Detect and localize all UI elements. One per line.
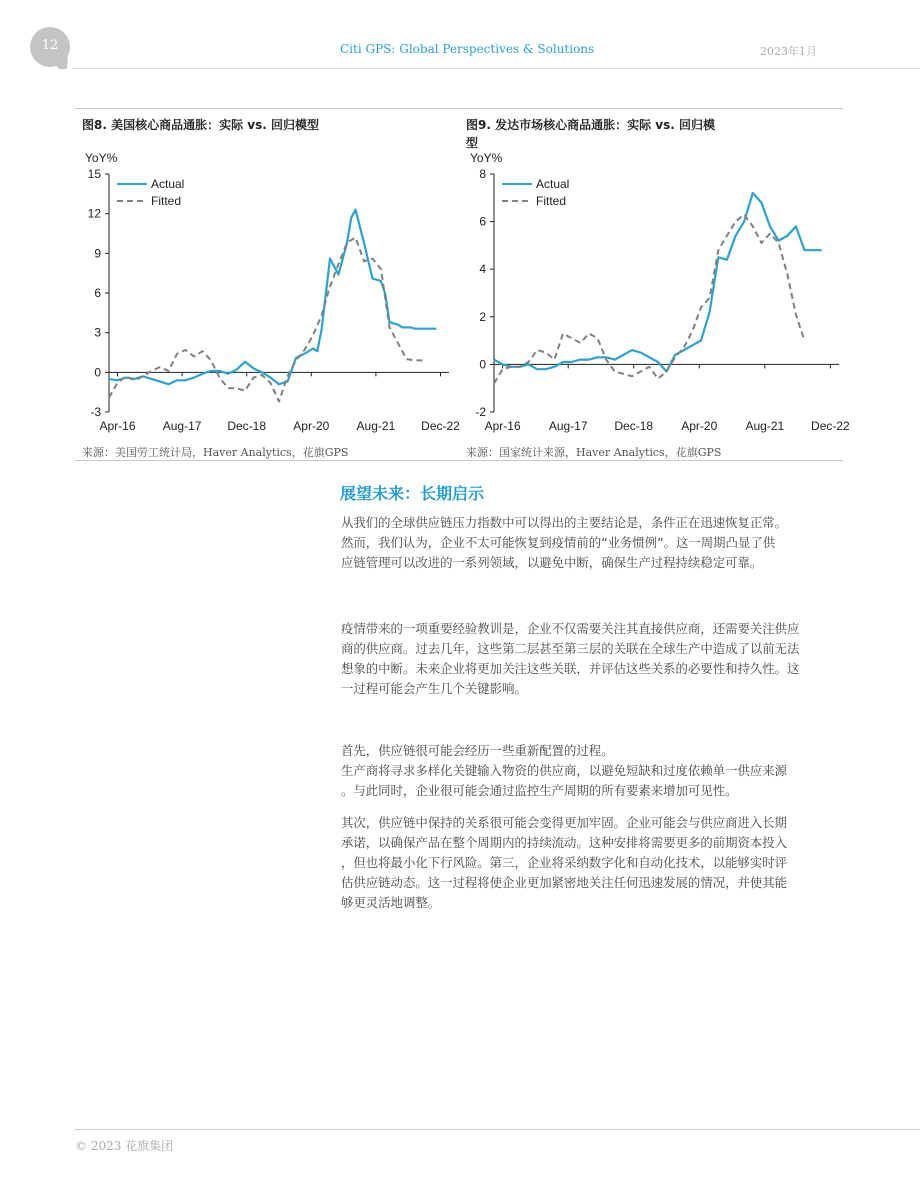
x-tick-label: Dec-18 [614, 419, 654, 433]
paragraph-2 [341, 619, 846, 699]
page-number: 12 [41, 38, 59, 53]
paragraph-line: ，但也将最小化下行风险。第三，企业将采纳数字化和自动化技术，以能够实时评 [341, 855, 788, 870]
fitted-series-line [109, 238, 424, 402]
paragraph-line: 估供应链动态。这一过程将使企业更加紧密地关注任何迅速发展的情况，并使其能 [341, 875, 788, 890]
y-tick-label: 3 [94, 325, 101, 340]
x-tick-label: Dec-22 [421, 419, 460, 433]
y-tick-label: -3 [90, 405, 101, 419]
figure-9-source: 来源：国家统计来源，Haver Analytics，花旗GPS [466, 446, 722, 459]
x-tick-label: Aug-17 [548, 419, 588, 433]
paragraph-3 [341, 741, 846, 801]
header-divider [72, 68, 920, 69]
legend-label: Fitted [151, 194, 182, 208]
legend-label: Actual [536, 177, 570, 191]
paragraph-line: 应链管理可以改进的一系列领域，以避免中断，确保生产过程持续稳定可靠。 [341, 555, 763, 570]
x-tick-label: Aug-21 [745, 419, 785, 433]
paragraph-4 [341, 813, 846, 913]
paragraph-1 [341, 513, 846, 573]
x-tick-label: Apr-20 [681, 419, 718, 433]
figure-9-title: 图9. 发达市场核心商品通胀：实际 vs. 回归模型 [466, 118, 715, 150]
y-tick-label: 15 [87, 167, 101, 181]
publication-title: Citi GPS: Global Perspectives & Solutions [340, 42, 595, 56]
y-tick-label: 6 [94, 286, 101, 300]
figure-bottom-divider [75, 460, 843, 461]
paragraph-line: 其次，供应链中保持的关系很可能会变得更加牢固。企业可能会与供应商进入长期 [341, 815, 788, 830]
x-tick-label: Apr-16 [99, 419, 136, 433]
paragraph-line: 疫情带来的一项重要经验教训是，企业不仅需要关注其直接供应商，还需要关注供应 [341, 621, 800, 636]
y-axis-label: YoY% [470, 151, 503, 165]
paragraph-line: 首先，供应链很可能会经历一些重新配置的过程。 [341, 743, 614, 758]
y-tick-label: 4 [479, 262, 486, 277]
y-tick-label: 8 [479, 167, 486, 181]
y-tick-label: -2 [475, 405, 486, 419]
paragraph-line: 商的供应商。过去几年，这些第二层甚至第三层的关联在全球生产中造成了以前无法 [341, 641, 800, 656]
actual-series-line [109, 210, 436, 385]
legend-label: Actual [151, 177, 185, 191]
y-tick-label: 0 [94, 365, 101, 380]
y-tick-label: 12 [87, 206, 101, 221]
figure-9-chart [460, 148, 850, 440]
x-tick-label: Apr-16 [484, 419, 521, 433]
section-title: 展望未来：长期启示 [340, 484, 485, 503]
paragraph-line: 承诺，以确保产品在整个周期内的持续流动。这种安排将需要更多的前期资本投入 [341, 835, 788, 850]
x-tick-label: Aug-17 [162, 419, 202, 433]
paragraph-line: 够更灵活地调整。 [341, 895, 441, 910]
y-tick-label: 0 [479, 357, 486, 372]
x-tick-label: Dec-22 [811, 419, 850, 433]
footer-divider [75, 1129, 920, 1130]
paragraph-line: 一过程可能会产生几个关键影响。 [341, 681, 527, 696]
y-tick-label: 9 [94, 246, 101, 261]
paragraph-line: 从我们的全球供应链压力指数中可以得出的主要结论是，条件正在迅速恢复正常。 [341, 515, 788, 530]
copyright: © 2023 花旗集团 [75, 1139, 174, 1153]
publication-date: 2023年1月 [760, 45, 817, 58]
figure-8-title: 图8. 美国核心商品通胀：实际 vs. 回归模型 [82, 118, 319, 132]
y-tick-label: 2 [479, 309, 486, 324]
legend-label: Fitted [536, 194, 567, 208]
figure-8-chart [75, 148, 460, 440]
figure-8-source: 来源：美国劳工统计局，Haver Analytics，花旗GPS [82, 446, 349, 459]
paragraph-line: 然而，我们认为，企业不太可能恢复到疫情前的“业务惯例”。这一周期凸显了供 [341, 535, 776, 550]
paragraph-line: 。与此同时，企业很可能会通过监控生产周期的所有要素来增加可见性。 [341, 783, 738, 798]
x-tick-label: Apr-20 [293, 419, 330, 433]
paragraph-line: 想象的中断。未来企业将更加关注这些关联，并评估这些关系的必要性和持久性。这 [341, 661, 800, 676]
x-tick-label: Dec-18 [227, 419, 267, 433]
paragraph-line: 生产商将寻求多样化关键输入物资的供应商，以避免短缺和过度依赖单一供应来源 [341, 763, 788, 778]
y-axis-label: YoY% [85, 151, 118, 165]
actual-series-line [494, 193, 822, 372]
y-tick-label: 6 [479, 214, 486, 229]
figure-top-divider [75, 108, 843, 109]
x-tick-label: Aug-21 [356, 419, 396, 433]
